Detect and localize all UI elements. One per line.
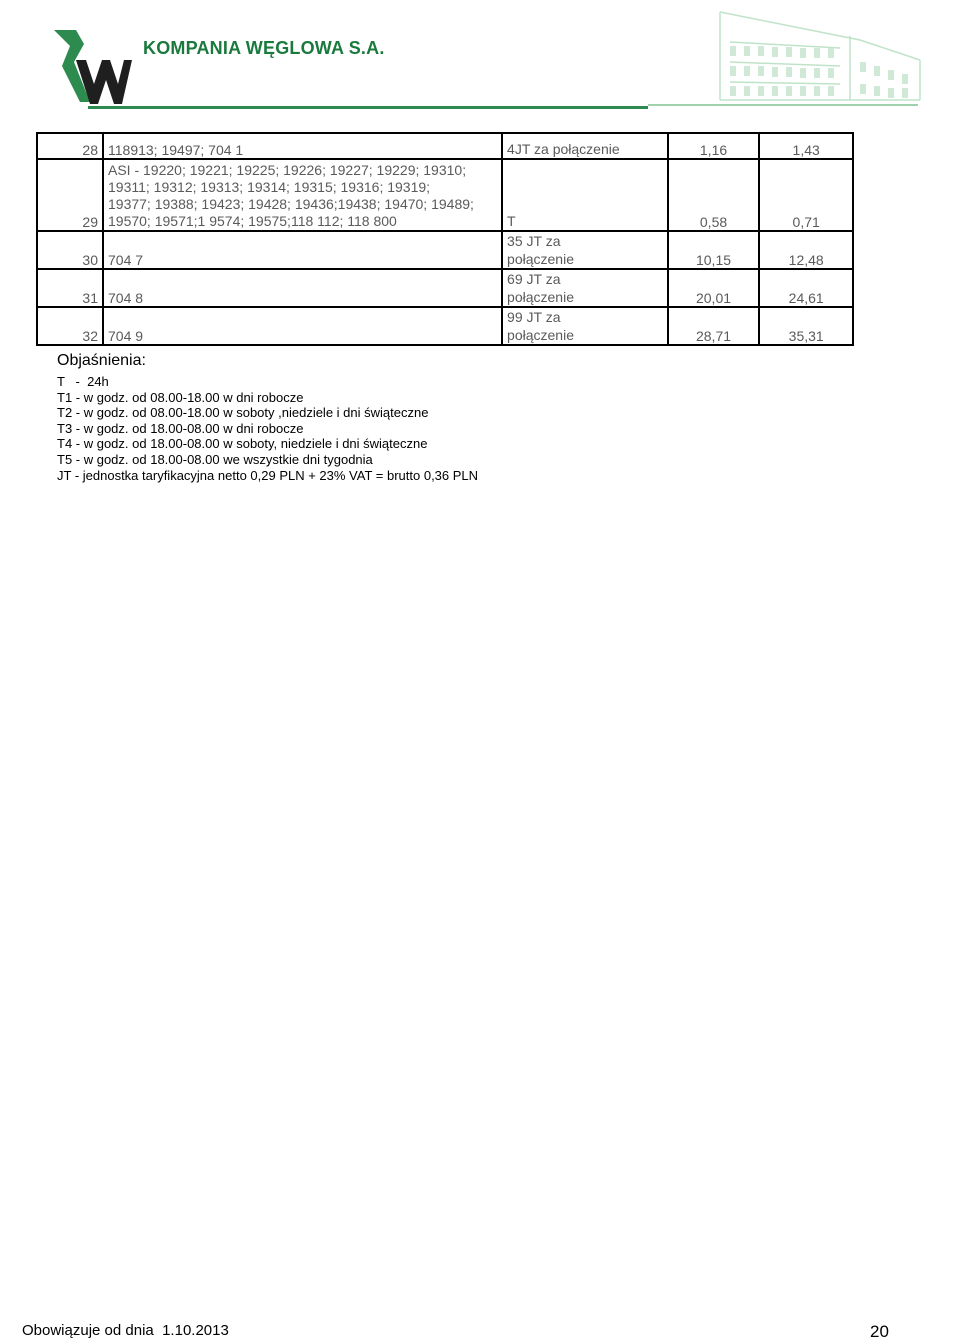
table-row	[37, 159, 853, 231]
row-codes	[103, 269, 502, 307]
table-row	[37, 269, 853, 307]
codes-line: 118913; 19497; 704 1	[108, 142, 244, 158]
legend-line: JT - jednostka taryfikacyjna netto 0,29 PLN + 23% VAT = brutto 0,36 PLN	[57, 467, 479, 483]
unit-line: połączenie	[507, 251, 574, 267]
legend-line: T5 - w godz. od 18.00-08.00 we wszystkie dni tygodnia	[57, 451, 373, 467]
row-number: 31	[37, 269, 103, 307]
row-codes	[103, 159, 502, 231]
row-unit	[502, 269, 668, 307]
row-net-price: 20,01	[668, 269, 760, 307]
row-net-price: 10,15	[668, 231, 760, 269]
codes-line: 19570; 19571;1 9574; 19575;118 112; 118 800	[108, 213, 397, 229]
unit-line: 99 JT za	[507, 309, 561, 325]
row-number: 30	[37, 231, 103, 269]
company-logo	[52, 26, 132, 106]
unit-line: T	[507, 213, 516, 229]
legend-line: T2 - w godz. od 08.00-18.00 w soboty ,niedziele i dni świąteczne	[57, 405, 429, 421]
row-gross-price: 35,31	[759, 307, 853, 345]
valid-from-date: Obowiązuje od dnia 1.10.2013	[22, 1322, 229, 1339]
header-divider	[88, 106, 648, 109]
row-unit	[502, 307, 668, 345]
table-row	[37, 307, 853, 345]
legend	[57, 352, 478, 483]
codes-line: 19311; 19312; 19313; 19314; 19315; 19316; 19319;	[108, 179, 431, 195]
company-name: KOMPANIA WĘGLOWA S.A.	[143, 38, 385, 58]
legend-line: T1 - w godz. od 08.00-18.00 w dni robocze	[57, 389, 304, 405]
legend-title: Objaśnienia:	[57, 352, 146, 369]
row-net-price: 28,71	[668, 307, 760, 345]
codes-line: 704 8	[108, 290, 144, 306]
row-codes	[103, 133, 502, 159]
unit-line: połączenie	[507, 289, 574, 305]
codes-line: 19377; 19388; 19423; 19428; 19436;19438; 19470; 19489;	[108, 196, 474, 212]
row-gross-price: 1,43	[759, 133, 853, 159]
row-net-price: 0,58	[668, 159, 760, 231]
building-watermark	[700, 0, 930, 110]
row-unit	[502, 159, 668, 231]
unit-line: 4JT za połączenie	[507, 141, 620, 157]
page-number: 20	[870, 1322, 889, 1341]
legend-line: T3 - w godz. od 18.00-08.00 w dni robocze	[57, 420, 304, 436]
row-number: 32	[37, 307, 103, 345]
legend-line: T - 24h	[57, 374, 109, 389]
unit-line: 69 JT za	[507, 271, 561, 287]
table-row	[37, 133, 853, 159]
unit-line: 35 JT za	[507, 233, 561, 249]
unit-line: połączenie	[507, 327, 574, 343]
row-number: 28	[37, 133, 103, 159]
row-unit	[502, 231, 668, 269]
row-gross-price: 24,61	[759, 269, 853, 307]
row-gross-price: 12,48	[759, 231, 853, 269]
codes-line: ASI - 19220; 19221; 19225; 19226; 19227; 19229; 19310;	[108, 162, 467, 178]
row-number: 29	[37, 159, 103, 231]
row-unit	[502, 133, 668, 159]
codes-line: 704 7	[108, 252, 144, 268]
row-codes	[103, 231, 502, 269]
row-codes	[103, 307, 502, 345]
tariff-table	[36, 132, 854, 346]
codes-line: 704 9	[108, 328, 144, 344]
table-row	[37, 231, 853, 269]
row-net-price: 1,16	[668, 133, 760, 159]
legend-line: T4 - w godz. od 18.00-08.00 w soboty, niedziele i dni świąteczne	[57, 436, 428, 452]
row-gross-price: 0,71	[759, 159, 853, 231]
